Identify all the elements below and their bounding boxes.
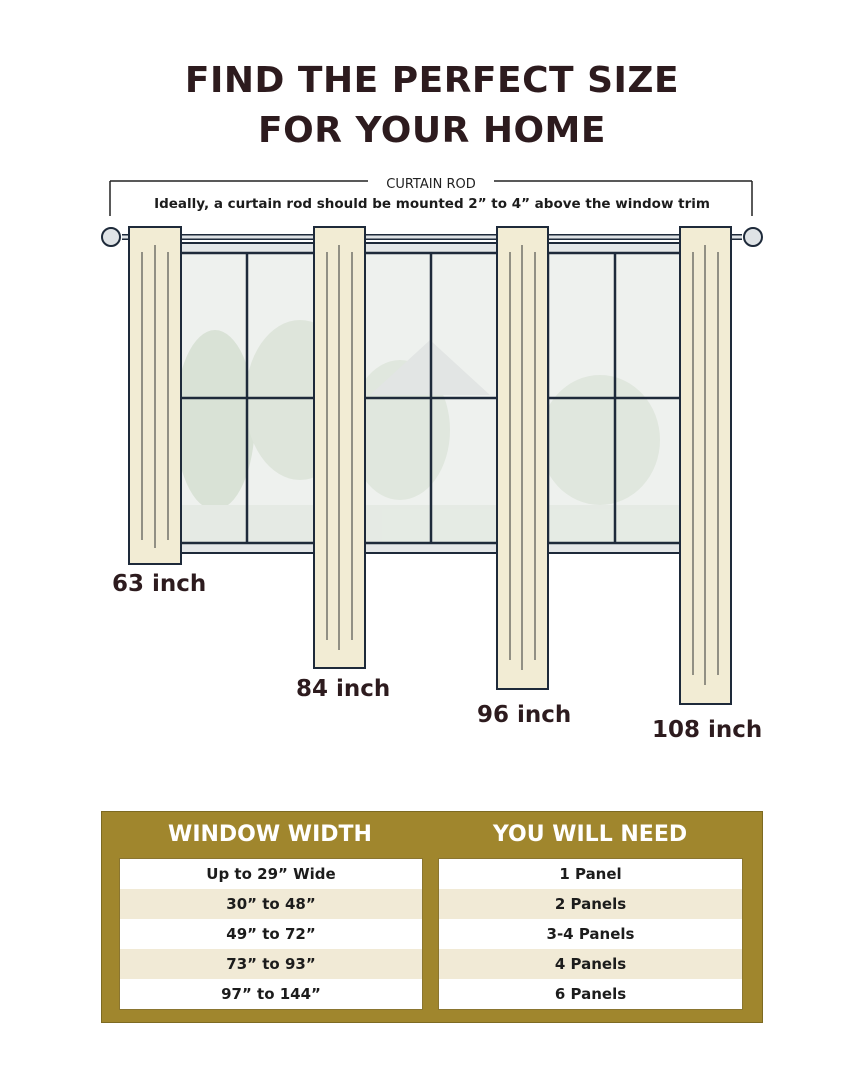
table-header-you-will-need: YOU WILL NEED — [492, 822, 688, 847]
size-table — [101, 811, 763, 1023]
table-cell-width: 97” to 144” — [221, 985, 321, 1003]
page-title-line-1: FIND THE PERFECT SIZE — [184, 60, 680, 101]
table-cell-panels: 4 Panels — [439, 949, 742, 979]
panels-needed-column — [438, 858, 743, 1010]
curtain-panel-108 — [680, 227, 731, 704]
curtain-panel-96 — [497, 227, 548, 689]
table-cell-width: 30” to 48” — [120, 889, 422, 919]
window-width-column — [119, 858, 423, 1010]
table-cell-panels: 1 Panel — [559, 865, 622, 883]
window-top-frame — [160, 243, 700, 253]
table-cell-panels: 2 Panels — [439, 889, 742, 919]
page-title-line-2: FOR YOUR HOME — [258, 110, 606, 151]
table-cell-width: Up to 29” Wide — [206, 865, 336, 883]
rod-finial-left — [102, 228, 120, 246]
rod-finial-right — [744, 228, 762, 246]
curtain-panel-84 — [314, 227, 365, 668]
table-cell-panels: 3-4 Panels — [546, 925, 635, 943]
length-label-108: 108 inch — [652, 717, 763, 743]
length-label-96: 96 inch — [477, 702, 572, 728]
table-cell-width: 73” to 93” — [120, 949, 422, 979]
table-header-window-width: WINDOW WIDTH — [168, 822, 372, 847]
length-label-63: 63 inch — [112, 571, 207, 597]
window-bottom-frame — [160, 543, 700, 553]
table-cell-width: 49” to 72” — [226, 925, 316, 943]
curtain-panel-63 — [129, 227, 181, 564]
length-label-84: 84 inch — [296, 676, 391, 702]
table-cell-panels: 6 Panels — [554, 985, 627, 1003]
rod-note: Ideally, a curtain rod should be mounted 2” to 4” above the window trim — [154, 196, 710, 212]
rod-label: CURTAIN ROD — [386, 177, 476, 192]
